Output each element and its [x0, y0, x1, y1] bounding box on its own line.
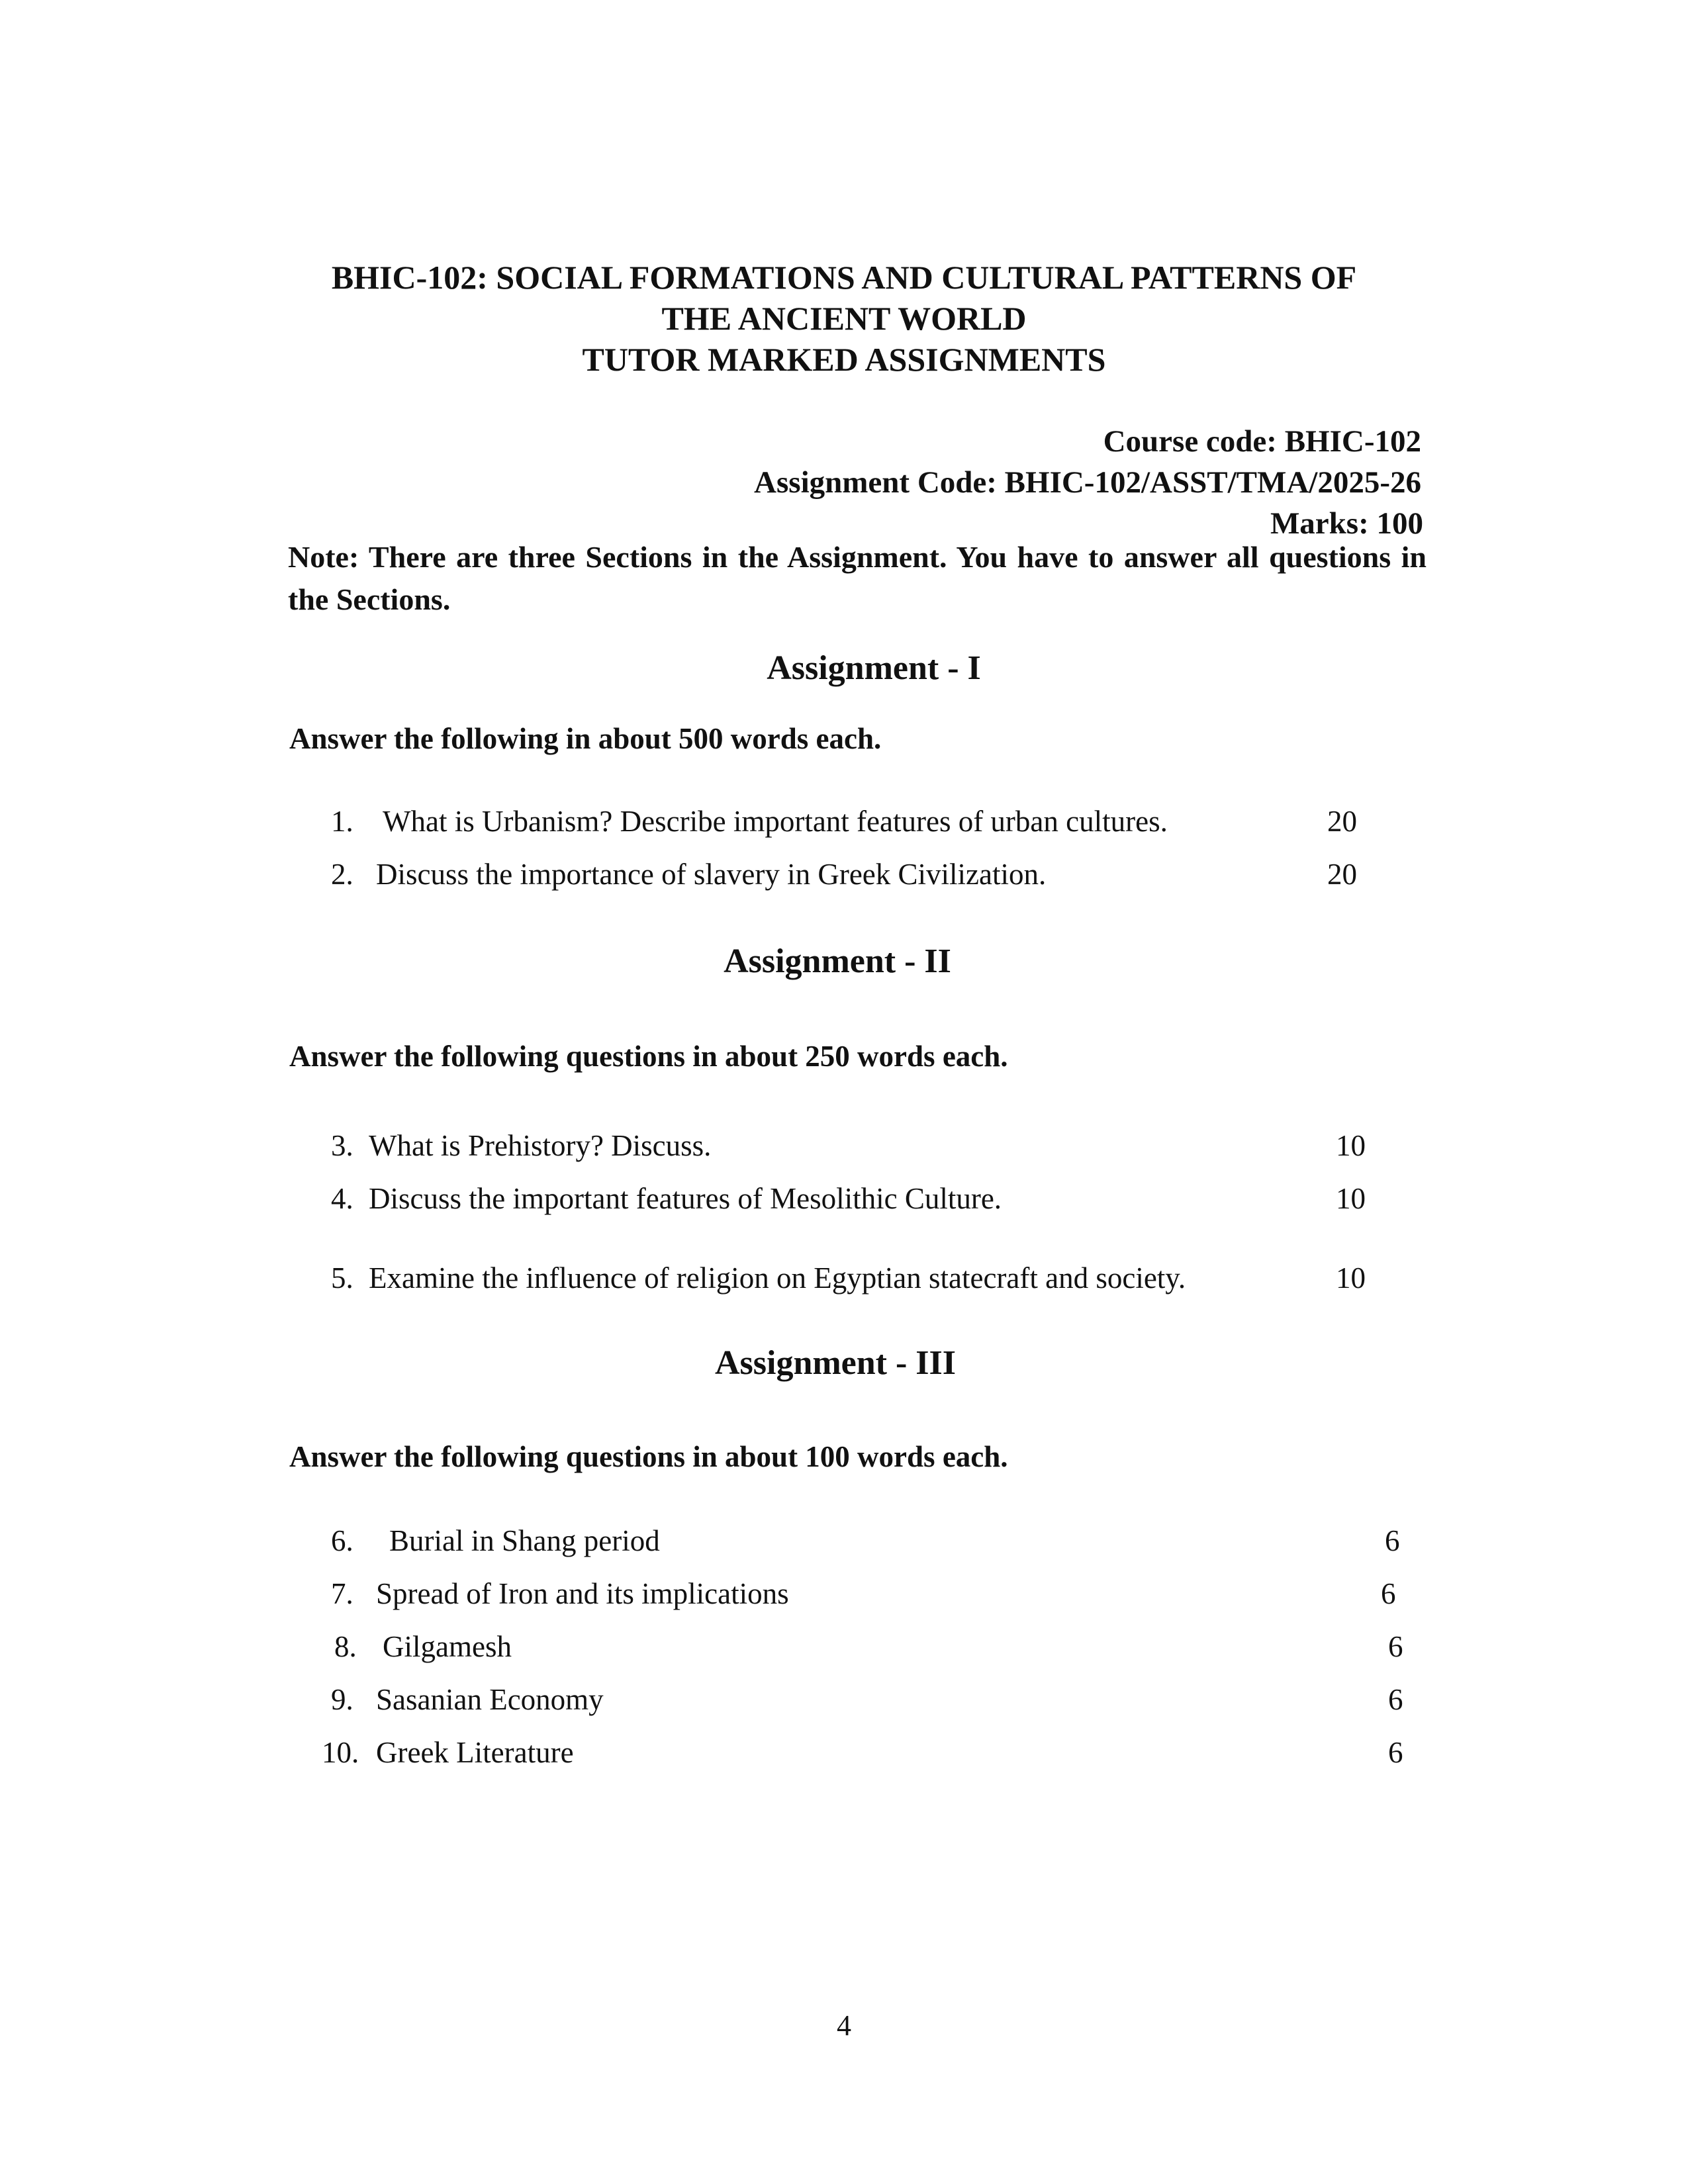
question-number: 2. — [331, 858, 353, 891]
section-heading-1: Assignment - I — [767, 649, 981, 687]
section-heading-3: Assignment - III — [714, 1344, 957, 1382]
title-line-2: THE ANCIENT WORLD — [661, 300, 1027, 337]
question-text: Examine the influence of religion on Egyptian statecraft and society. — [369, 1261, 1186, 1295]
title-line-1: BHIC-102: SOCIAL FORMATIONS AND CULTURAL PATTERNS OF — [331, 259, 1357, 296]
question-number: 9. — [331, 1683, 353, 1716]
course-code: Course code: BHIC-102 — [1103, 424, 1421, 459]
question-marks: 20 — [1327, 858, 1357, 891]
question-text: What is Urbanism? Describe important features of urban cultures. — [383, 805, 1168, 838]
title-line-3: TUTOR MARKED ASSIGNMENTS — [582, 341, 1106, 378]
assignment-code: Assignment Code: BHIC-102/ASST/TMA/2025-26 — [754, 465, 1421, 500]
question-number: 1. — [331, 805, 353, 838]
question-text: What is Prehistory? Discuss. — [369, 1129, 712, 1162]
question-marks: 6 — [1388, 1630, 1403, 1663]
question-number: 7. — [331, 1577, 353, 1610]
question-marks: 6 — [1381, 1577, 1396, 1610]
question-marks: 10 — [1336, 1129, 1366, 1162]
question-text: Sasanian Economy — [376, 1683, 604, 1716]
section-heading-2: Assignment - II — [724, 942, 951, 980]
question-number: 10. — [322, 1736, 359, 1769]
question-marks: 6 — [1388, 1736, 1403, 1769]
question-number: 4. — [331, 1182, 353, 1215]
question-marks: 6 — [1385, 1524, 1400, 1557]
note: Note: There are three Sections in the Assignment. You have to answer all questions in the Sections. — [288, 540, 1427, 616]
page-number: 4 — [837, 2009, 851, 2042]
question-text: Greek Literature — [376, 1736, 574, 1769]
question-marks: 10 — [1336, 1261, 1366, 1295]
question-text: Burial in Shang period — [389, 1524, 660, 1557]
question-marks: 10 — [1336, 1182, 1366, 1215]
question-number: 5. — [331, 1261, 353, 1295]
question-marks: 6 — [1388, 1683, 1403, 1716]
section-instruction-3: Answer the following questions in about 100 words each. — [289, 1440, 1008, 1473]
marks-total: Marks: 100 — [1270, 506, 1423, 541]
question-text: Gilgamesh — [383, 1630, 512, 1663]
question-number: 6. — [331, 1524, 353, 1557]
question-text: Discuss the important features of Mesolithic Culture. — [369, 1182, 1002, 1215]
section-instruction-1: Answer the following in about 500 words each. — [289, 722, 882, 755]
question-number: 3. — [331, 1129, 353, 1162]
question-text: Discuss the importance of slavery in Greek Civilization. — [376, 858, 1047, 891]
question-number: 8. — [334, 1630, 357, 1663]
question-text: Spread of Iron and its implications — [376, 1577, 789, 1610]
question-marks: 20 — [1327, 805, 1357, 838]
section-instruction-2: Answer the following questions in about 250 words each. — [289, 1040, 1008, 1073]
